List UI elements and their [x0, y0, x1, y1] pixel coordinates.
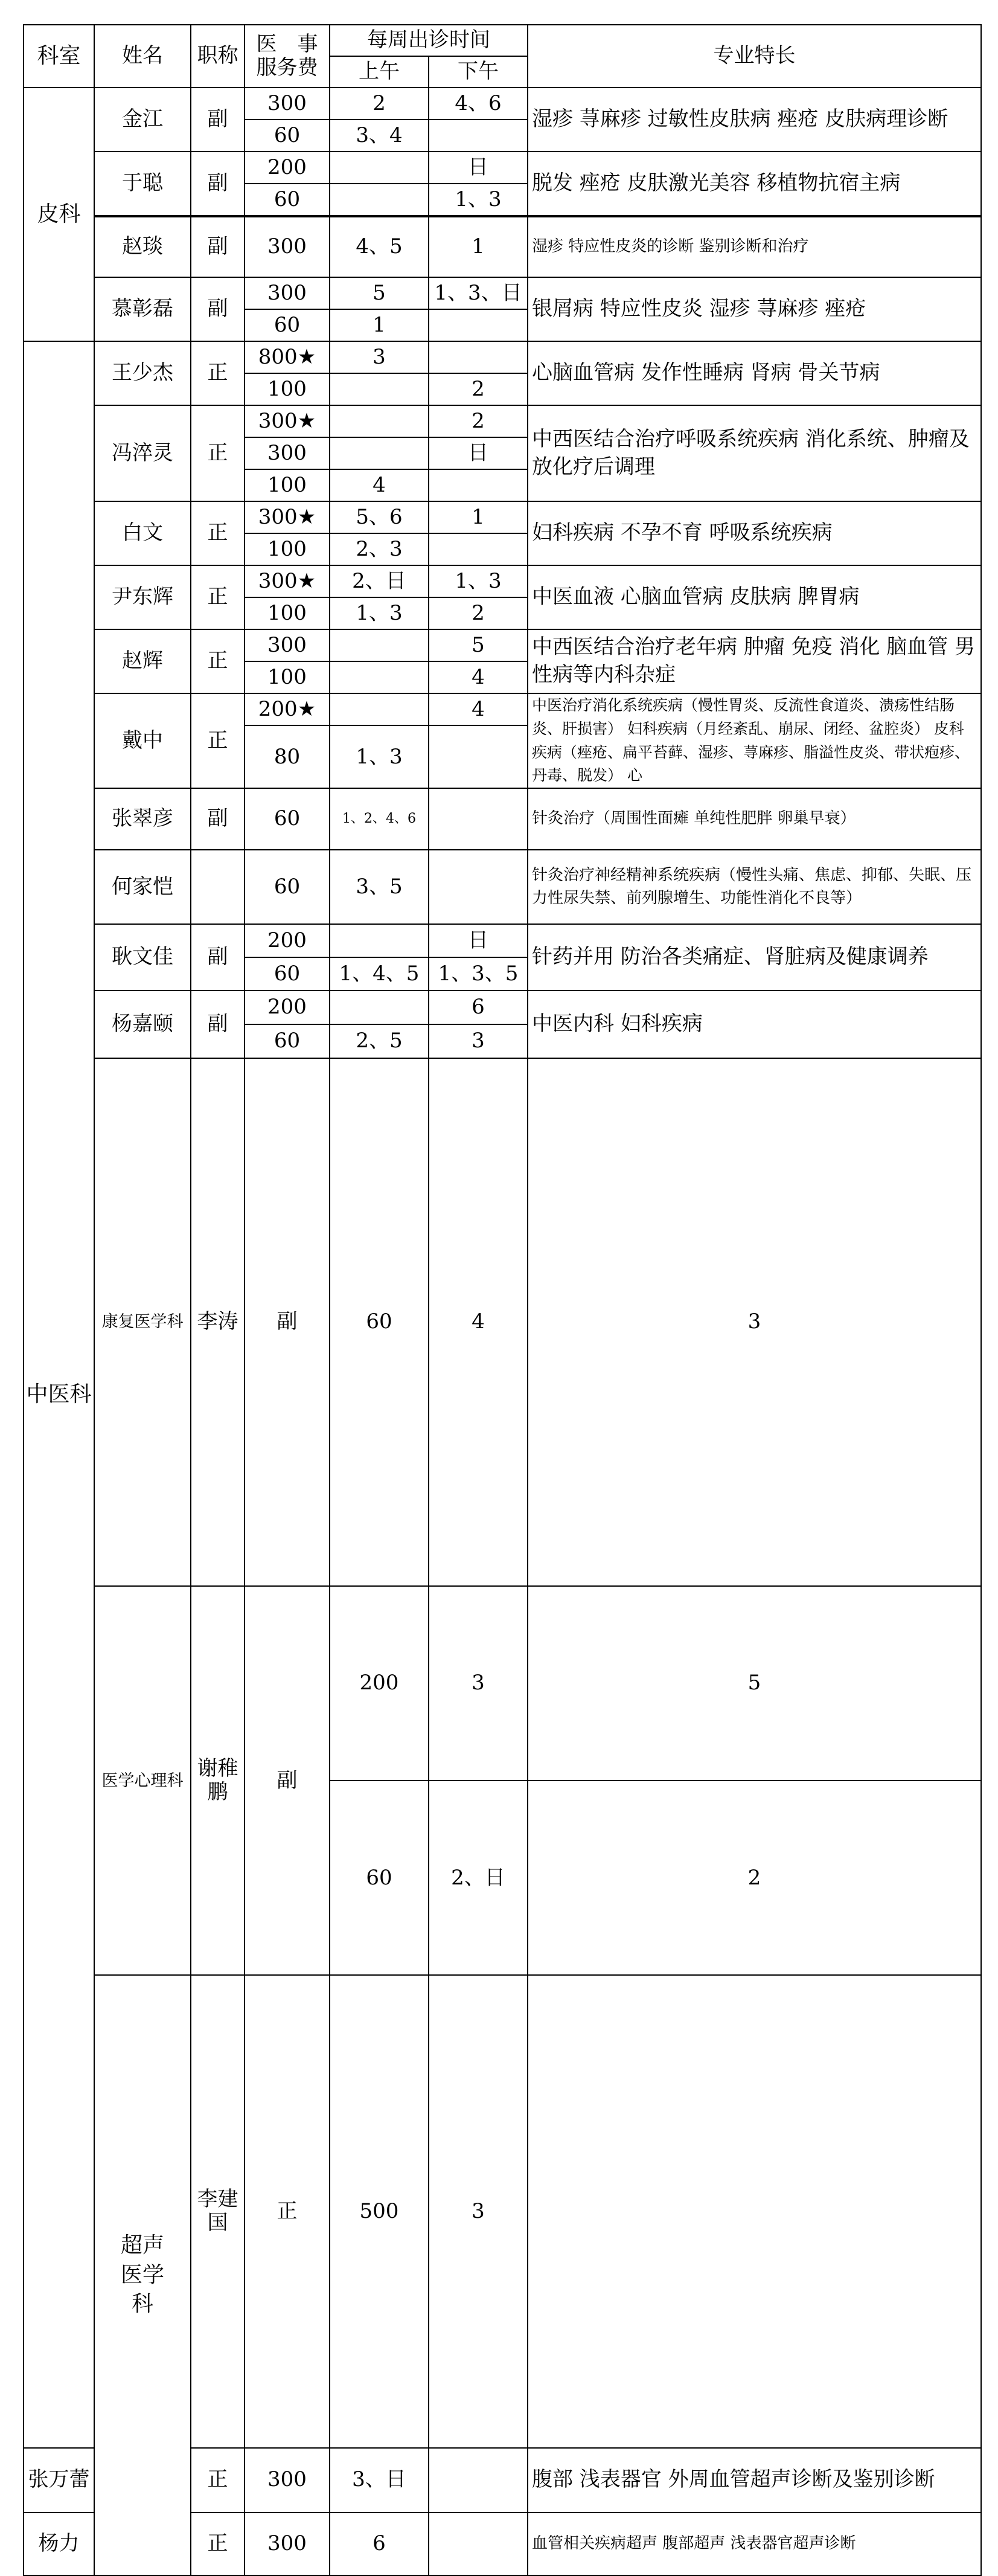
table-row: [24, 277, 981, 309]
specialty-cell: 中西医结合治疗老年病 肿瘤 免疫 消化 脑血管 男性病等内科杂症: [528, 629, 981, 693]
fee-cell: 500: [330, 1975, 429, 2447]
am-cell: 6: [330, 2513, 429, 2575]
am-cell: 4: [429, 1058, 528, 1586]
specialty-cell: 血管相关疾病超声 腹部超声 浅表器官超声诊断: [528, 2513, 981, 2575]
doctor-title: 正: [191, 501, 245, 565]
doctor-name: 张翠彦: [94, 788, 191, 850]
header-dept: 科室: [24, 25, 94, 88]
pm-cell: [528, 1975, 981, 2447]
doctor-title: 副: [191, 217, 245, 277]
doctor-name: 白文: [94, 501, 191, 565]
doctor-name: 金江: [94, 88, 191, 152]
fee-cell: 60: [330, 1058, 429, 1586]
specialty-cell: 妇科疾病 不孕不育 呼吸系统疾病: [528, 501, 981, 565]
doctor-title: 正: [191, 341, 245, 405]
am-cell: 4、5: [330, 217, 429, 277]
pm-cell: 3: [429, 1024, 528, 1058]
fee-cell: 300★: [245, 405, 330, 437]
doctor-name: 赵辉: [94, 629, 191, 693]
fee-cell: 200: [330, 1586, 429, 1781]
am-cell: 4: [330, 469, 429, 501]
pm-cell: [429, 309, 528, 341]
table-row: [24, 693, 981, 725]
specialty-cell: 心脑血管病 发作性睡病 肾病 骨关节病: [528, 341, 981, 405]
doctor-title: 正: [191, 2513, 245, 2575]
pm-cell: 4: [429, 693, 528, 725]
pm-cell: 日: [429, 924, 528, 957]
header-fee: [245, 25, 330, 88]
doctor-title: 副: [245, 1058, 330, 1586]
header-weekly: 每周出诊时间: [330, 25, 528, 56]
am-cell: 1、4、5: [330, 957, 429, 991]
dept-tcm: 中医科: [24, 341, 94, 2448]
specialty-cell: 针灸治疗神经精神系统疾病（慢性头痛、焦虑、抑郁、失眠、压力性尿失禁、前列腺增生、功能性消化不良等）: [528, 850, 981, 924]
am-cell: [330, 152, 429, 184]
am-cell: 1、2、4、6: [330, 788, 429, 850]
am-cell: 2、3: [330, 533, 429, 565]
am-cell: 2、5: [330, 1024, 429, 1058]
doctor-name: 杨力: [24, 2513, 94, 2575]
doctor-title: 副: [191, 152, 245, 216]
fee-cell: 300: [245, 437, 330, 469]
dept-rehab: 康复医学科: [94, 1058, 191, 1586]
pm-cell: 2: [528, 1781, 981, 1975]
pm-cell: [429, 2513, 528, 2575]
pm-cell: 6: [429, 991, 528, 1024]
fee-cell: 60: [245, 1024, 330, 1058]
specialty-cell: 针药并用 防治各类痛症、肾脏病及健康调养: [528, 924, 981, 991]
doctor-name: 王少杰: [94, 341, 191, 405]
am-cell: [330, 693, 429, 725]
doctor-title: 正: [191, 2448, 245, 2513]
specialty-cell: 中医治疗消化系统疾病（慢性胃炎、反流性食道炎、溃疡性结肠炎、肝损害） 妇科疾病（月经紊乱、崩尿、闭经、盆腔炎） 皮科疾病（痤疮、扁平苔藓、湿疹、荨麻疹、脂溢性皮炎、带状疱疹、丹毒、脱发） 心: [528, 693, 981, 788]
am-cell: [330, 924, 429, 957]
am-cell: [330, 661, 429, 693]
fee-cell: 300★: [245, 501, 330, 533]
header-name: 姓名: [94, 25, 191, 88]
am-cell: [330, 184, 429, 216]
doctor-name: 李涛: [191, 1058, 245, 1586]
header-pm: 下午: [429, 56, 528, 88]
specialty-cell: 脱发 痤疮 皮肤激光美容 移植物抗宿主病: [528, 152, 981, 216]
am-cell: 3、4: [330, 120, 429, 152]
doctor-title: 正: [191, 405, 245, 501]
pm-cell: 4: [429, 661, 528, 693]
fee-cell: 200: [245, 924, 330, 957]
specialty-cell: 湿疹 特应性皮炎的诊断 鉴别诊断和治疗: [528, 217, 981, 277]
table-row: [24, 88, 981, 120]
am-cell: 2、日: [330, 565, 429, 597]
fee-cell: 300: [245, 629, 330, 661]
fee-cell: 60: [330, 1781, 429, 1975]
specialty-cell: 中西医结合治疗呼吸系统疾病 消化系统、肿瘤及放化疗后调理: [528, 405, 981, 501]
fee-cell: 800★: [245, 341, 330, 373]
am-cell: [330, 437, 429, 469]
header-am: 上午: [330, 56, 429, 88]
doctor-title: 副: [245, 1586, 330, 1975]
fee-cell: 300: [245, 277, 330, 309]
pm-cell: [429, 725, 528, 788]
fee-cell: 100: [245, 597, 330, 629]
pm-cell: [429, 341, 528, 373]
pm-cell: 3: [528, 1058, 981, 1586]
fee-cell: 60: [245, 184, 330, 216]
fee-cell: 80: [245, 725, 330, 788]
fee-cell: 200: [245, 152, 330, 184]
fee-cell: 300: [245, 2513, 330, 2575]
doctor-title: 副: [191, 88, 245, 152]
pm-cell: 5: [429, 629, 528, 661]
pm-cell: [429, 469, 528, 501]
am-cell: 2、日: [429, 1781, 528, 1975]
header-fee-line2: 服务费: [256, 56, 318, 80]
doctor-name: 于聪: [94, 152, 191, 216]
pm-cell: 1、3、5: [429, 957, 528, 991]
doctor-title: 正: [245, 1975, 330, 2447]
table-row: [24, 341, 981, 373]
doctor-title: [191, 850, 245, 924]
header-fee-line1: 医 事: [256, 31, 318, 56]
pm-cell: 1、3、日: [429, 277, 528, 309]
fee-cell: 60: [245, 309, 330, 341]
am-cell: 3: [429, 1586, 528, 1781]
table-row: [24, 629, 981, 661]
table-row: [24, 924, 981, 957]
am-cell: 1、3: [330, 597, 429, 629]
table-row: [24, 1058, 981, 1586]
table-row: [24, 788, 981, 850]
doctor-name: 杨嘉颐: [94, 991, 191, 1058]
fee-cell: 100: [245, 533, 330, 565]
pm-cell: [429, 850, 528, 924]
doctor-name: 赵琰: [94, 217, 191, 277]
clinic-schedule-table: [23, 24, 982, 2576]
specialty-cell: 腹部 浅表器官 外周血管超声诊断及鉴别诊断: [528, 2448, 981, 2513]
am-cell: [330, 373, 429, 405]
doctor-title: 正: [191, 693, 245, 788]
table-row: [24, 1586, 981, 1781]
doctor-name: 慕彰磊: [94, 277, 191, 341]
pm-cell: 5: [528, 1586, 981, 1781]
doctor-name: 何家恺: [94, 850, 191, 924]
doctor-title: 副: [191, 924, 245, 991]
pm-cell: 1、3: [429, 184, 528, 216]
fee-cell: 200★: [245, 693, 330, 725]
fee-cell: 300: [245, 88, 330, 120]
table-row: [24, 991, 981, 1024]
am-cell: [330, 629, 429, 661]
fee-cell: 100: [245, 469, 330, 501]
am-cell: 3、日: [330, 2448, 429, 2513]
doctor-title: 正: [191, 565, 245, 629]
pm-cell: 1、3: [429, 565, 528, 597]
pm-cell: [429, 120, 528, 152]
fee-cell: 100: [245, 373, 330, 405]
table-row: [24, 405, 981, 437]
fee-cell: 300: [245, 2448, 330, 2513]
pm-cell: 日: [429, 437, 528, 469]
specialty-cell: 中医血液 心脑血管病 皮肤病 脾胃病: [528, 565, 981, 629]
pm-cell: 2: [429, 405, 528, 437]
dept-psych: 医学心理科: [94, 1586, 191, 1975]
fee-cell: 60: [245, 957, 330, 991]
doctor-title: 副: [191, 277, 245, 341]
am-cell: 3、5: [330, 850, 429, 924]
am-cell: 5: [330, 277, 429, 309]
specialty-cell: 银屑病 特应性皮炎 湿疹 荨麻疹 痤疮: [528, 277, 981, 341]
dept-derm: 皮科: [24, 88, 94, 341]
doctor-title: 副: [191, 991, 245, 1058]
am-cell: 5、6: [330, 501, 429, 533]
doctor-name: 尹东辉: [94, 565, 191, 629]
am-cell: [330, 405, 429, 437]
pm-cell: 4、6: [429, 88, 528, 120]
table-row: [24, 565, 981, 597]
table-row: [24, 850, 981, 924]
pm-cell: 1: [429, 501, 528, 533]
pm-cell: [429, 533, 528, 565]
header-title: 职称: [191, 25, 245, 88]
doctor-name: 耿文佳: [94, 924, 191, 991]
specialty-cell: 中医内科 妇科疾病: [528, 991, 981, 1058]
doctor-name: 张万蕾: [24, 2448, 94, 2513]
fee-cell: 60: [245, 120, 330, 152]
doctor-name: 李建国: [191, 1975, 245, 2447]
fee-cell: 300: [245, 217, 330, 277]
pm-cell: 2: [429, 373, 528, 405]
doctor-title: 正: [191, 629, 245, 693]
am-cell: 3: [330, 341, 429, 373]
am-cell: 3: [429, 1975, 528, 2447]
dept-ultrasound: [94, 1975, 191, 2575]
dept-ultrasound-label: 超声医学科: [120, 2233, 164, 2317]
specialty-cell: 针灸治疗（周围性面瘫 单纯性肥胖 卵巢早衰）: [528, 788, 981, 850]
pm-cell: [429, 788, 528, 850]
pm-cell: 2: [429, 597, 528, 629]
table-row: [24, 501, 981, 533]
fee-cell: 60: [245, 788, 330, 850]
fee-cell: 60: [245, 850, 330, 924]
am-cell: 2: [330, 88, 429, 120]
table-row: [24, 1975, 981, 2447]
pm-cell: 1: [429, 217, 528, 277]
doctor-name: 戴中: [94, 693, 191, 788]
fee-cell: 100: [245, 661, 330, 693]
table-row: [24, 217, 981, 277]
am-cell: 1、3: [330, 725, 429, 788]
fee-cell: 200: [245, 991, 330, 1024]
table-row: [24, 152, 981, 184]
am-cell: [330, 991, 429, 1024]
doctor-title: 副: [191, 788, 245, 850]
specialty-cell: 湿疹 荨麻疹 过敏性皮肤病 痤疮 皮肤病理诊断: [528, 88, 981, 152]
pm-cell: [429, 2448, 528, 2513]
pm-cell: 日: [429, 152, 528, 184]
doctor-name: 谢稚鹏: [191, 1586, 245, 1975]
doctor-name: 冯淬灵: [94, 405, 191, 501]
am-cell: 1: [330, 309, 429, 341]
fee-cell: 300★: [245, 565, 330, 597]
header-specialty: 专业特长: [528, 25, 981, 88]
